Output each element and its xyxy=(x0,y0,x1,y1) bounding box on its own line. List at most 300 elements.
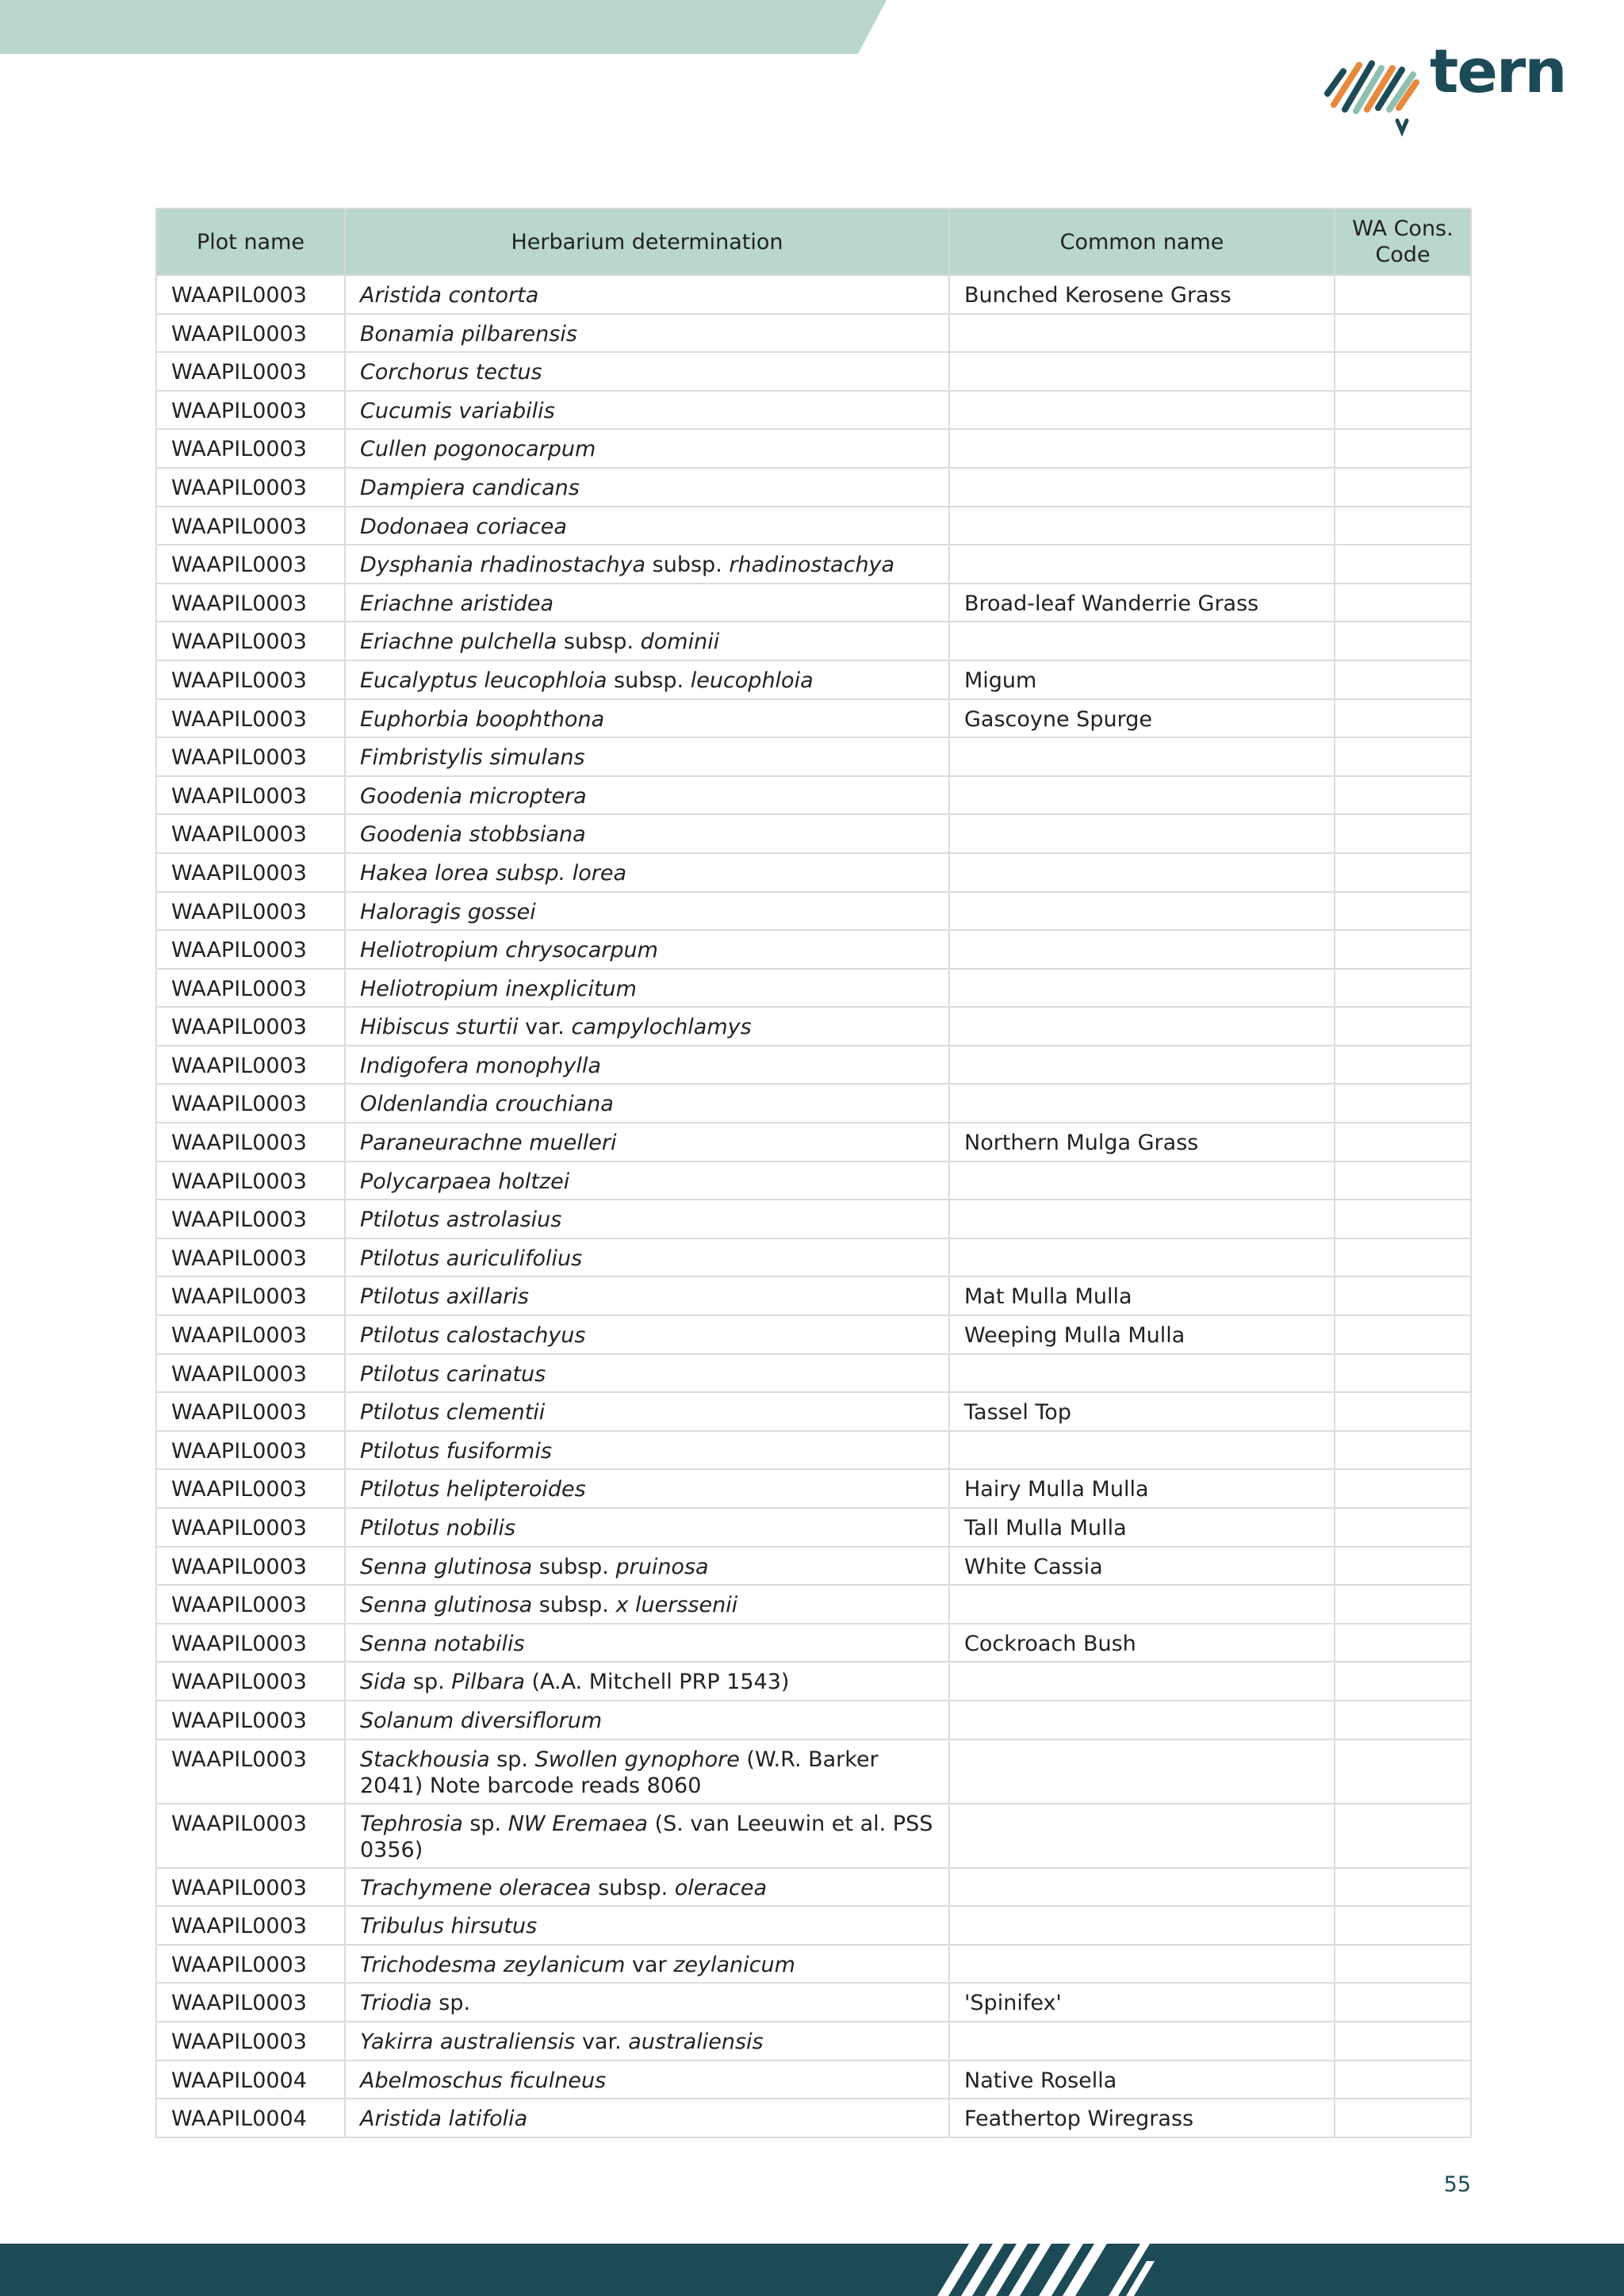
cell-herbarium-determination xyxy=(345,1469,949,1508)
cell-herbarium-determination xyxy=(345,1906,949,1945)
cell-herbarium-determination xyxy=(345,1161,949,1200)
cell-wa-cons-code xyxy=(1335,1392,1471,1431)
scientific-name-part: Ptilotus carinatus xyxy=(360,1361,546,1387)
cell-common-name xyxy=(949,699,1335,738)
cell-common-name xyxy=(949,1585,1335,1624)
scientific-name-part: Cullen pogonocarpum xyxy=(360,437,596,462)
cell-common-name xyxy=(949,737,1335,776)
cell-common-name xyxy=(949,1739,1335,1804)
wa-cons-code-text xyxy=(1350,469,1456,475)
common-name-text xyxy=(964,1586,1320,1592)
cell-common-name xyxy=(949,1508,1335,1547)
cell-wa-cons-code xyxy=(1335,545,1471,584)
cell-common-name xyxy=(949,1007,1335,1046)
cell-wa-cons-code xyxy=(1335,699,1471,738)
common-name-text xyxy=(964,1869,1320,1875)
table-row xyxy=(156,391,1471,430)
common-name-text xyxy=(964,622,1320,629)
scientific-name-part: Bonamia pilbarensis xyxy=(360,321,577,346)
wa-cons-code-text xyxy=(1350,893,1456,899)
table-row xyxy=(156,1123,1471,1161)
scientific-name-part: Ptilotus nobilis xyxy=(360,1516,516,1540)
plot-name-text: WAAPIL0003 xyxy=(171,1811,307,1836)
cell-herbarium-determination xyxy=(345,1701,949,1739)
plot-name-text: WAAPIL0003 xyxy=(171,1670,307,1695)
scientific-name-part: zeylanicum xyxy=(673,1952,795,1977)
scientific-name-part: Indigofera monophylla xyxy=(360,1053,601,1078)
cell-herbarium-determination xyxy=(345,892,949,931)
wa-cons-code-text xyxy=(1350,507,1456,514)
scientific-name-part: Eucalyptus leucophloia xyxy=(360,668,607,693)
plot-name-text: WAAPIL0003 xyxy=(171,1952,307,1977)
cell-wa-cons-code xyxy=(1335,1084,1471,1123)
cell-plot-name xyxy=(156,275,345,314)
plot-name-text: WAAPIL0003 xyxy=(171,553,307,578)
table-row xyxy=(156,1276,1471,1315)
common-name-text: Mat Mulla Mulla xyxy=(964,1284,1132,1310)
scientific-name-part: Heliotropium chrysocarpum xyxy=(360,938,658,963)
common-name-text xyxy=(964,1804,1320,1811)
cell-herbarium-determination xyxy=(345,776,949,815)
wa-cons-code-text xyxy=(1350,584,1456,591)
cell-wa-cons-code xyxy=(1335,1354,1471,1393)
common-name-text xyxy=(964,315,1320,321)
name-qualifier: subsp. xyxy=(607,668,691,693)
scientific-name-part: Goodenia microptera xyxy=(360,783,587,809)
cell-plot-name xyxy=(156,660,345,699)
cell-herbarium-determination xyxy=(345,1007,949,1046)
cell-wa-cons-code xyxy=(1335,1200,1471,1238)
wa-cons-code-text xyxy=(1350,1239,1456,1246)
table-row xyxy=(156,1739,1471,1804)
cell-herbarium-determination xyxy=(345,1276,949,1315)
cell-herbarium-determination xyxy=(345,660,949,699)
cell-wa-cons-code xyxy=(1335,1123,1471,1161)
common-name-text: White Cassia xyxy=(964,1554,1103,1579)
cell-common-name xyxy=(949,1354,1335,1393)
wa-cons-code-text xyxy=(1350,1123,1456,1130)
cell-wa-cons-code xyxy=(1335,814,1471,853)
wa-cons-code-text xyxy=(1350,1907,1456,1913)
wa-cons-code-text xyxy=(1350,2099,1456,2106)
common-name-text xyxy=(964,738,1320,744)
wa-cons-code-text xyxy=(1350,1470,1456,1476)
cell-plot-name xyxy=(156,853,345,892)
cell-wa-cons-code xyxy=(1335,776,1471,815)
cell-herbarium-determination xyxy=(345,1354,949,1393)
common-name-text xyxy=(964,931,1320,937)
table-row xyxy=(156,1868,1471,1907)
cell-herbarium-determination xyxy=(345,1945,949,1984)
table-row xyxy=(156,1701,1471,1739)
common-name-text: Northern Mulga Grass xyxy=(964,1131,1199,1156)
wa-cons-code-text xyxy=(1350,1586,1456,1592)
cell-plot-name xyxy=(156,737,345,776)
common-name-text xyxy=(964,1663,1320,1669)
cell-herbarium-determination xyxy=(345,1868,949,1907)
scientific-name-part: pruinosa xyxy=(615,1554,709,1579)
cell-herbarium-determination xyxy=(345,1431,949,1470)
cell-herbarium-determination xyxy=(345,930,949,969)
cell-wa-cons-code xyxy=(1335,1469,1471,1508)
cell-common-name xyxy=(949,429,1335,468)
scientific-name-part: Hakea lorea subsp. lorea xyxy=(360,860,627,886)
scientific-name-part: Ptilotus astrolasius xyxy=(360,1207,562,1233)
cell-plot-name xyxy=(156,930,345,969)
plot-name-text: WAAPIL0003 xyxy=(171,783,307,809)
scientific-name-part: Corchorus tectus xyxy=(360,360,542,385)
cell-plot-name xyxy=(156,892,345,931)
table-row xyxy=(156,737,1471,776)
scientific-name-part: Ptilotus fusiformis xyxy=(360,1438,552,1464)
cell-common-name xyxy=(949,1906,1335,1945)
cell-herbarium-determination xyxy=(345,1585,949,1624)
plot-name-text: WAAPIL0003 xyxy=(171,668,307,693)
scientific-name-part: Paraneurachne muelleri xyxy=(360,1131,617,1156)
cell-common-name xyxy=(949,1662,1335,1701)
name-qualifier: sp. xyxy=(462,1811,508,1836)
plot-name-text: WAAPIL0003 xyxy=(171,1361,307,1387)
scientific-name-part: Ptilotus clementii xyxy=(360,1400,546,1425)
cell-wa-cons-code xyxy=(1335,2061,1471,2099)
cell-plot-name xyxy=(156,1084,345,1123)
wa-cons-code-text xyxy=(1350,815,1456,821)
wa-cons-code-text xyxy=(1350,1946,1456,1952)
cell-common-name xyxy=(949,584,1335,622)
cell-common-name xyxy=(949,776,1335,815)
table-row xyxy=(156,1624,1471,1663)
cell-wa-cons-code xyxy=(1335,1662,1471,1701)
table-row xyxy=(156,429,1471,468)
cell-wa-cons-code xyxy=(1335,1585,1471,1624)
cell-wa-cons-code xyxy=(1335,468,1471,507)
table-row xyxy=(156,314,1471,353)
plot-name-text: WAAPIL0003 xyxy=(171,706,307,732)
cell-common-name xyxy=(949,1392,1335,1431)
wa-cons-code-text xyxy=(1350,1740,1456,1747)
cell-plot-name xyxy=(156,1701,345,1739)
cell-plot-name xyxy=(156,1007,345,1046)
cell-plot-name xyxy=(156,699,345,738)
cell-herbarium-determination xyxy=(345,622,949,660)
cell-common-name xyxy=(949,507,1335,545)
scientific-name-part: Dysphania rhadinostachya xyxy=(360,553,646,578)
common-name-text: Tall Mulla Mulla xyxy=(964,1516,1127,1540)
table-row xyxy=(156,1804,1471,1868)
plot-name-text: WAAPIL0003 xyxy=(171,629,307,655)
cell-wa-cons-code xyxy=(1335,622,1471,660)
cell-common-name xyxy=(949,1315,1335,1354)
cell-plot-name xyxy=(156,1200,345,1238)
name-qualifier: var. xyxy=(575,2029,629,2054)
scientific-name-part: Senna notabilis xyxy=(360,1631,525,1656)
scientific-name-part: dominii xyxy=(640,629,720,655)
common-name-text: 'Spinifex' xyxy=(964,1991,1062,2016)
cell-plot-name xyxy=(156,1585,345,1624)
cell-plot-name xyxy=(156,507,345,545)
cell-herbarium-determination xyxy=(345,1392,949,1431)
cell-common-name xyxy=(949,1701,1335,1739)
plot-name-text: WAAPIL0003 xyxy=(171,899,307,924)
header-wa-cons-code: WA Cons. Code xyxy=(1335,209,1471,275)
scientific-name-part: x luerssenii xyxy=(615,1593,738,1618)
plot-name-text: WAAPIL0003 xyxy=(171,1169,307,1194)
cell-common-name xyxy=(949,1804,1335,1868)
cell-common-name xyxy=(949,1945,1335,1984)
cell-herbarium-determination xyxy=(345,352,949,391)
scientific-name-part: Goodenia stobbsiana xyxy=(360,822,586,848)
wa-cons-code-text xyxy=(1350,1432,1456,1438)
cell-plot-name xyxy=(156,468,345,507)
cell-herbarium-determination xyxy=(345,468,949,507)
scientific-name-part: Eriachne aristidea xyxy=(360,591,554,616)
wa-cons-code-text xyxy=(1350,931,1456,937)
cell-wa-cons-code xyxy=(1335,930,1471,969)
table-row xyxy=(156,545,1471,584)
table-row xyxy=(156,1662,1471,1701)
header-plot-name: Plot name xyxy=(156,209,345,275)
cell-plot-name xyxy=(156,1868,345,1907)
name-qualifier: (A.A. Mitchell PRP 1543) xyxy=(524,1670,790,1695)
cell-plot-name xyxy=(156,584,345,622)
cell-plot-name xyxy=(156,1983,345,2022)
cell-common-name xyxy=(949,2022,1335,2061)
scientific-name-part: Abelmoschus ficulneus xyxy=(360,2068,607,2093)
table-row xyxy=(156,1200,1471,1238)
scientific-name-part: leucophloia xyxy=(690,668,814,693)
header-herbarium-determination: Herbarium determination xyxy=(345,209,949,275)
common-name-text: Migum xyxy=(964,668,1037,693)
scientific-name-part: Swollen gynophore xyxy=(534,1747,740,1772)
cell-common-name xyxy=(949,853,1335,892)
cell-wa-cons-code xyxy=(1335,853,1471,892)
table-row xyxy=(156,1315,1471,1354)
scientific-name-part: Solanum diversiflorum xyxy=(360,1708,603,1733)
table-body xyxy=(156,275,1471,2137)
wa-cons-code-text xyxy=(1350,1663,1456,1669)
common-name-text: Native Rosella xyxy=(964,2068,1117,2093)
cell-common-name xyxy=(949,1123,1335,1161)
table-row xyxy=(156,1046,1471,1085)
plot-name-text: WAAPIL0003 xyxy=(171,938,307,963)
cell-herbarium-determination xyxy=(345,2022,949,2061)
cell-plot-name xyxy=(156,1315,345,1354)
wa-cons-code-text xyxy=(1350,315,1456,321)
cell-plot-name xyxy=(156,352,345,391)
wa-cons-code-text xyxy=(1350,1548,1456,1554)
cell-common-name xyxy=(949,2099,1335,2137)
table-header-row xyxy=(156,209,1471,275)
common-name-text: Cockroach Bush xyxy=(964,1631,1136,1656)
table-row xyxy=(156,1354,1471,1393)
common-name-text xyxy=(964,777,1320,783)
cell-plot-name xyxy=(156,1508,345,1547)
wa-cons-code-text xyxy=(1350,276,1456,282)
plot-name-text: WAAPIL0003 xyxy=(171,1593,307,1618)
scientific-name-part: Dodonaea coriacea xyxy=(360,514,567,539)
plot-name-text: WAAPIL0003 xyxy=(171,1438,307,1464)
common-name-text xyxy=(964,2022,1320,2029)
name-qualifier: subsp. xyxy=(557,629,641,655)
wa-cons-code-text xyxy=(1350,661,1456,668)
plot-name-text: WAAPIL0003 xyxy=(171,437,307,462)
cell-herbarium-determination xyxy=(345,545,949,584)
cell-wa-cons-code xyxy=(1335,1431,1471,1470)
table-row xyxy=(156,2099,1471,2137)
cell-common-name xyxy=(949,2061,1335,2099)
common-name-text xyxy=(964,1162,1320,1169)
wa-cons-code-text xyxy=(1350,1509,1456,1515)
cell-wa-cons-code xyxy=(1335,1945,1471,1984)
table-row xyxy=(156,892,1471,931)
table-row xyxy=(156,1238,1471,1277)
cell-common-name xyxy=(949,352,1335,391)
table-row xyxy=(156,776,1471,815)
cell-herbarium-determination xyxy=(345,2099,949,2137)
plot-name-text: WAAPIL0003 xyxy=(171,1747,307,1772)
plot-name-text: WAAPIL0004 xyxy=(171,2107,307,2132)
common-name-text xyxy=(964,1907,1320,1913)
scientific-name-part: Triodia xyxy=(360,1991,432,2016)
cell-plot-name xyxy=(156,776,345,815)
cell-wa-cons-code xyxy=(1335,429,1471,468)
cell-common-name xyxy=(949,1084,1335,1123)
common-name-text xyxy=(964,893,1320,899)
cell-wa-cons-code xyxy=(1335,1007,1471,1046)
wa-cons-code-text xyxy=(1350,1701,1456,1708)
cell-herbarium-determination xyxy=(345,1547,949,1586)
cell-plot-name xyxy=(156,314,345,353)
wa-cons-code-text xyxy=(1350,970,1456,976)
cell-herbarium-determination xyxy=(345,1739,949,1804)
cell-herbarium-determination xyxy=(345,1983,949,2022)
cell-herbarium-determination xyxy=(345,1200,949,1238)
wa-cons-code-text xyxy=(1350,777,1456,783)
cell-common-name xyxy=(949,1431,1335,1470)
wa-cons-code-text xyxy=(1350,1393,1456,1399)
cell-wa-cons-code xyxy=(1335,2022,1471,2061)
plot-name-text: WAAPIL0003 xyxy=(171,1323,307,1349)
cell-herbarium-determination xyxy=(345,507,949,545)
wa-cons-code-text xyxy=(1350,392,1456,398)
cell-plot-name xyxy=(156,545,345,584)
plot-name-text: WAAPIL0003 xyxy=(171,1631,307,1656)
plot-name-text: WAAPIL0004 xyxy=(171,2068,307,2093)
scientific-name-part: Polycarpaea holtzei xyxy=(360,1169,570,1194)
common-name-text xyxy=(964,353,1320,359)
scientific-name-part: Trachymene oleracea xyxy=(360,1875,592,1900)
cell-plot-name xyxy=(156,969,345,1008)
cell-common-name xyxy=(949,622,1335,660)
cell-wa-cons-code xyxy=(1335,1547,1471,1586)
scientific-name-part: Eriachne pulchella xyxy=(360,629,557,655)
table-row xyxy=(156,1585,1471,1624)
common-name-text: Feathertop Wiregrass xyxy=(964,2107,1194,2132)
cell-herbarium-determination xyxy=(345,584,949,622)
name-qualifier: subsp. xyxy=(591,1875,675,1900)
cell-wa-cons-code xyxy=(1335,1624,1471,1663)
cell-plot-name xyxy=(156,1431,345,1470)
scientific-name-part: rhadinostachya xyxy=(729,553,895,578)
cell-herbarium-determination xyxy=(345,814,949,853)
cell-wa-cons-code xyxy=(1335,314,1471,353)
cell-plot-name xyxy=(156,1547,345,1586)
wa-cons-code-text xyxy=(1350,2061,1456,2068)
plot-name-text: WAAPIL0003 xyxy=(171,398,307,423)
cell-common-name xyxy=(949,1161,1335,1200)
common-name-text xyxy=(964,507,1320,514)
table-row xyxy=(156,1469,1471,1508)
name-qualifier: subsp. xyxy=(532,1593,616,1618)
cell-common-name xyxy=(949,1547,1335,1586)
cell-plot-name xyxy=(156,1906,345,1945)
cell-plot-name xyxy=(156,391,345,430)
scientific-name-part: Ptilotus helipteroides xyxy=(360,1477,586,1502)
table-row xyxy=(156,468,1471,507)
cell-herbarium-determination xyxy=(345,1046,949,1085)
cell-common-name xyxy=(949,1200,1335,1238)
plot-name-text: WAAPIL0003 xyxy=(171,1015,307,1040)
wa-cons-code-text xyxy=(1350,1804,1456,1811)
wa-cons-code-text xyxy=(1350,1355,1456,1361)
cell-common-name xyxy=(949,969,1335,1008)
name-qualifier: var xyxy=(625,1952,674,1977)
plot-name-text: WAAPIL0003 xyxy=(171,976,307,1001)
plot-name-text: WAAPIL0003 xyxy=(171,1477,307,1502)
cell-wa-cons-code xyxy=(1335,1868,1471,1907)
table-row xyxy=(156,969,1471,1008)
cell-wa-cons-code xyxy=(1335,2099,1471,2137)
common-name-text xyxy=(964,392,1320,398)
page-number: 55 xyxy=(1443,2172,1471,2197)
plot-name-text: WAAPIL0003 xyxy=(171,283,307,308)
cell-wa-cons-code xyxy=(1335,1739,1471,1804)
cell-plot-name xyxy=(156,814,345,853)
cell-common-name xyxy=(949,660,1335,699)
name-qualifier: subsp. xyxy=(532,1554,616,1579)
scientific-name-part: Ptilotus axillaris xyxy=(360,1284,529,1310)
cell-herbarium-determination xyxy=(345,1804,949,1868)
scientific-name-part: australiensis xyxy=(628,2029,764,2054)
cell-common-name xyxy=(949,314,1335,353)
scientific-name-part: Tephrosia xyxy=(360,1811,463,1836)
cell-herbarium-determination xyxy=(345,1662,949,1701)
plot-name-text: WAAPIL0003 xyxy=(171,1991,307,2016)
table-row xyxy=(156,1983,1471,2022)
cell-plot-name xyxy=(156,1624,345,1663)
wa-cons-code-text xyxy=(1350,1277,1456,1284)
cell-herbarium-determination xyxy=(345,699,949,738)
cell-plot-name xyxy=(156,1123,345,1161)
table-row xyxy=(156,1084,1471,1123)
cell-common-name xyxy=(949,1469,1335,1508)
cell-wa-cons-code xyxy=(1335,1315,1471,1354)
wa-cons-code-text xyxy=(1350,1869,1456,1875)
scientific-name-part: Trichodesma zeylanicum xyxy=(360,1952,626,1977)
scientific-name-part: Haloragis gossei xyxy=(360,899,536,924)
common-name-text xyxy=(964,1085,1320,1091)
cell-wa-cons-code xyxy=(1335,1508,1471,1547)
cell-herbarium-determination xyxy=(345,1084,949,1123)
scientific-name-part: Oldenlandia crouchiana xyxy=(360,1092,614,1117)
common-name-text xyxy=(964,970,1320,976)
cell-wa-cons-code xyxy=(1335,1804,1471,1868)
cell-wa-cons-code xyxy=(1335,1276,1471,1315)
common-name-text xyxy=(964,469,1320,475)
cell-plot-name xyxy=(156,1238,345,1277)
cell-wa-cons-code xyxy=(1335,892,1471,931)
cell-common-name xyxy=(949,1868,1335,1907)
